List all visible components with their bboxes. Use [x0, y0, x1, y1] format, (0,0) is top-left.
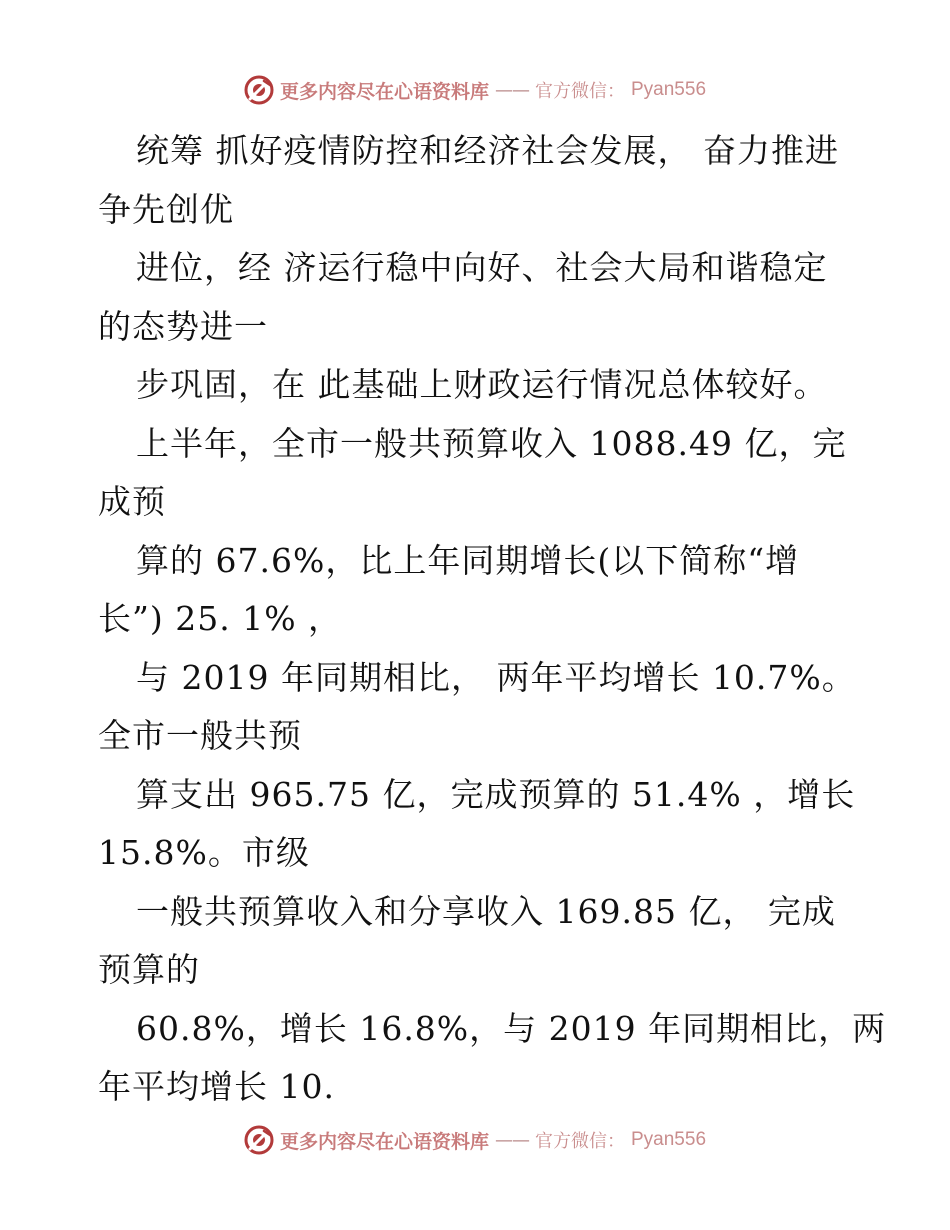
- text-line: 60.8%，增长 16.8%，与 2019 年同期相比，两: [136, 1008, 887, 1048]
- footer-watermark: [0, 1120, 950, 1160]
- text-line: 15.8%。市级: [98, 833, 310, 872]
- text-line: 进位，经 济运行稳中向好、社会大局和谐稳定: [136, 248, 828, 287]
- text-line: 与 2019 年同期相比， 两年平均增长 10.7%。: [136, 657, 856, 697]
- text-line: 全市一般共预: [98, 716, 302, 755]
- wechat-id: Pyan556: [631, 1129, 707, 1150]
- text-line: 成预: [98, 482, 166, 521]
- text-line: 争先创优: [98, 189, 234, 229]
- text-line: 上半年，全市一般共预算收入 1088.49 亿，完: [136, 423, 847, 463]
- brand-text: 更多内容尽在心语资料库: [279, 80, 489, 103]
- text-line: 步巩固，在 此基础上财政运行情况总体较好。: [136, 365, 828, 404]
- brand-logo-icon: [244, 1125, 274, 1155]
- wechat-id: Pyan556: [631, 79, 707, 100]
- brand-dash: ——: [495, 79, 529, 101]
- wechat-label: 官方微信：: [535, 81, 625, 102]
- text-line: 年平均增长 10.: [98, 1067, 335, 1106]
- text-line: 的态势进一: [98, 306, 268, 346]
- text-line: 算支出 965.75 亿，完成预算的 51.4% ，增长: [136, 774, 856, 814]
- wechat-label: 官方微信：: [535, 1131, 625, 1152]
- text-line: 一般共预算收入和分享收入 169.85 亿， 完成: [136, 891, 836, 931]
- brand-line: [244, 75, 706, 105]
- document-body: [98, 122, 887, 1117]
- brand-dash: ——: [495, 1129, 529, 1151]
- brand-line: [244, 1125, 706, 1155]
- brand-text: 更多内容尽在心语资料库: [279, 1130, 489, 1153]
- text-line: 统筹 抓好疫情防控和经济社会发展， 奋力推进: [136, 131, 839, 170]
- text-line: 长”) 25. 1% ，: [98, 599, 343, 638]
- brand-logo-icon: [244, 75, 274, 105]
- text-line: 预算的: [98, 950, 200, 989]
- header-watermark: [0, 70, 950, 110]
- text-line: 算的 67.6%，比上年同期增长(以下简称“增: [136, 540, 800, 580]
